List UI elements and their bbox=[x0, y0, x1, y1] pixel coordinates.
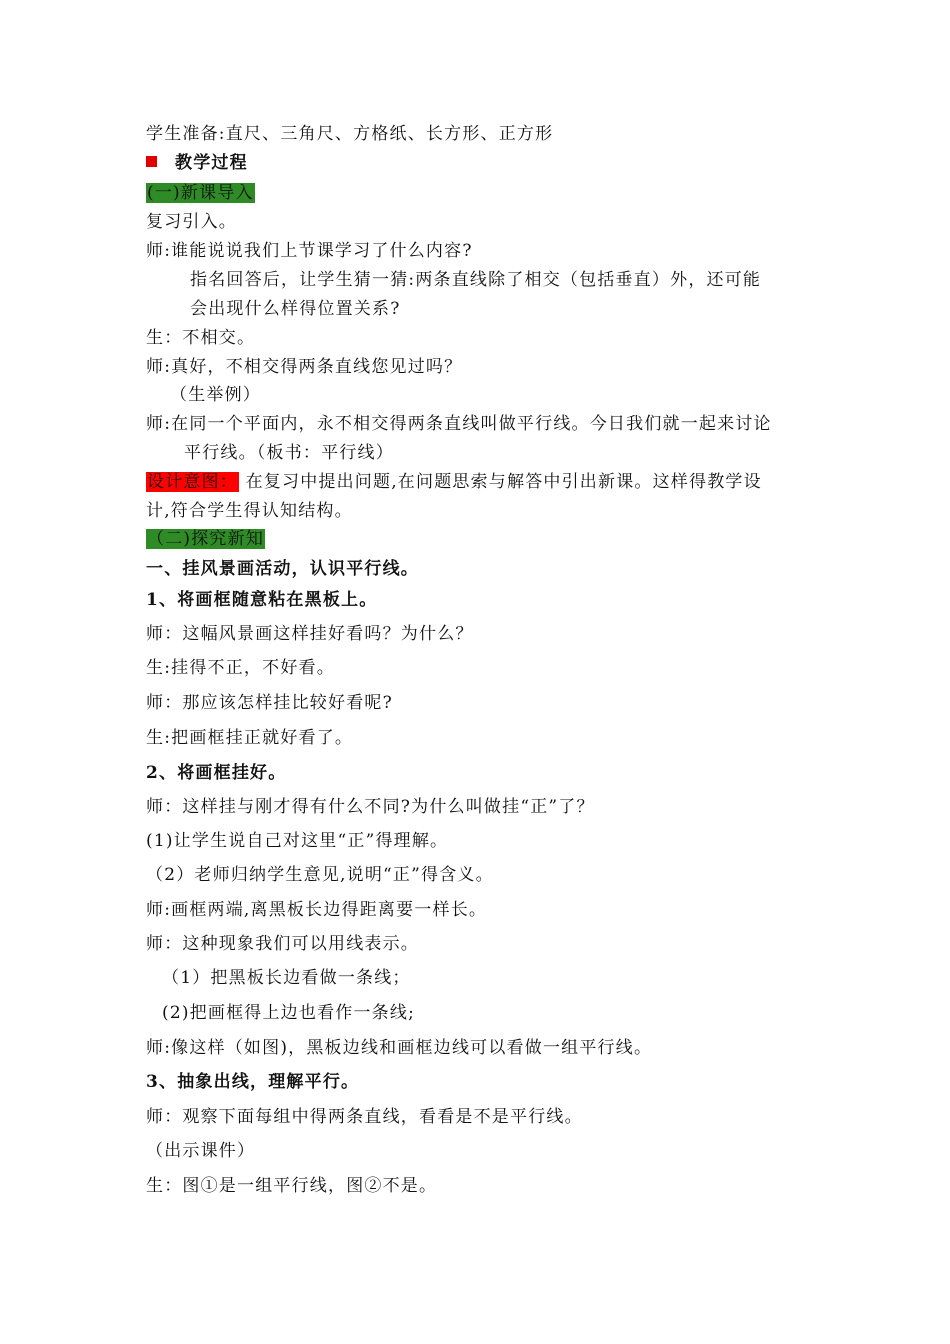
teacher-line-23: 师：这样挂与刚才得有什么不同?为什么叫做挂“正”了？ bbox=[146, 797, 595, 817]
step-one-heading: 1、将画框随意粘在黑板上。 bbox=[146, 590, 378, 610]
teaching-process-heading bbox=[146, 152, 248, 174]
student-line-21: 生:把画框挂正就好看了。 bbox=[146, 728, 354, 748]
teaching-process-label: 教学过程 bbox=[175, 153, 248, 173]
student-line-34: 生：图①是一组平行线，图②不是。 bbox=[146, 1176, 438, 1196]
student-answer-line: 生：不相交。 bbox=[146, 328, 256, 348]
student-prep-line: 学生准备:直尺、三角尺、方格纸、长方形、正方形 bbox=[146, 124, 554, 144]
teacher-line-26: 师:画框两端,离黑板长边得距离要一样长。 bbox=[146, 900, 488, 920]
design-intent-label: 设计意图： bbox=[147, 472, 238, 492]
definition-line: 师:在同一个平面内，永不相交得两条直线叫做平行线。今日我们就一起来讨论 bbox=[146, 414, 772, 434]
design-intent-line bbox=[146, 471, 762, 493]
section-two-heading bbox=[146, 528, 265, 550]
courseware-line: （出示课件） bbox=[146, 1141, 256, 1161]
sub-item-1: (1)让学生说自己对这里“正”得理解。 bbox=[146, 831, 449, 851]
teacher-line-27: 师：这种现象我们可以用线表示。 bbox=[146, 934, 419, 954]
guess-prompt-line: 指名回答后，让学生猜一猜:两条直线除了相交（包括垂直）外，还可能 bbox=[190, 270, 762, 290]
red-square-bullet-icon bbox=[146, 156, 157, 167]
teacher-line-20: 师：那应该怎样挂比较好看呢? bbox=[146, 693, 393, 713]
design-intent-line-cont: 计,符合学生得认知结构。 bbox=[146, 501, 353, 521]
step-three-heading: 3、抽象出线，理解平行。 bbox=[146, 1072, 360, 1092]
section-one-label: (一)新课导入 bbox=[147, 183, 254, 203]
line-item-2: (2)把画框得上边也看作一条线; bbox=[162, 1003, 416, 1023]
section-two-label: （二)探究新知 bbox=[147, 529, 265, 549]
activity-one-heading: 一、挂风景画活动，认识平行线。 bbox=[146, 559, 419, 579]
teacher-question-line: 师:谁能说说我们上节课学习了什么内容? bbox=[146, 241, 473, 261]
teacher-line-30: 师:像这样（如图)，黑板边线和画框边线可以看做一组平行线。 bbox=[146, 1038, 653, 1058]
sub-item-2: （2）老师归纳学生意见,说明“正”得含义。 bbox=[146, 865, 494, 885]
student-line-19: 生:挂得不正，不好看。 bbox=[146, 658, 335, 678]
guess-prompt-line-cont: 会出现什么样得位置关系? bbox=[190, 299, 401, 319]
definition-line-cont: 平行线。（板书：平行线） bbox=[184, 443, 394, 463]
student-example-line: （生举例） bbox=[170, 385, 261, 405]
section-one-heading bbox=[146, 182, 255, 204]
line-item-1: （1）把黑板长边看做一条线； bbox=[162, 968, 411, 988]
step-two-heading: 2、将画框挂好。 bbox=[146, 763, 287, 783]
teacher-praise-line: 师:真好，不相交得两条直线您见过吗？ bbox=[146, 357, 463, 377]
teacher-line-32: 师：观察下面每组中得两条直线，看看是不是平行线。 bbox=[146, 1107, 583, 1127]
review-intro-line: 复习引入。 bbox=[146, 212, 237, 232]
teacher-line-18: 师：这幅风景画这样挂好看吗？为什么？ bbox=[146, 624, 474, 644]
design-intent-text: 在复习中提出问题,在问题思索与解答中引出新课。这样得教学设 bbox=[239, 472, 762, 492]
